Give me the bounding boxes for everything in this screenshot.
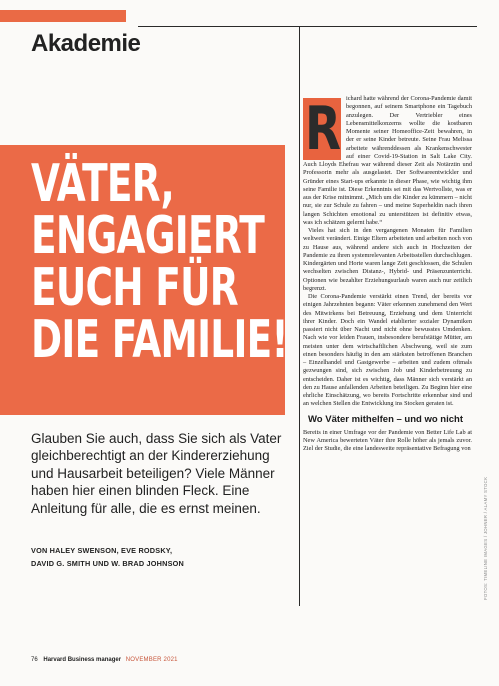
headline — [31, 154, 288, 370]
byline-line: VON HALEY SWENSON, EVE RODSKY, — [31, 546, 173, 555]
headline-line: EUCH FÜR — [31, 258, 238, 318]
subheading: Wo Väter mithelfen – und wo nicht — [308, 413, 464, 425]
header-rule — [138, 26, 477, 27]
byline — [31, 544, 293, 570]
body-paragraph: Die Corona-Pandemie verstärkt einen Trend, der bereits vor einigen Jahrzehnten begann: Väter erkennen zunehmend den Wert des Mitwirkens bei Betreuung, Erziehung und dem Unterricht ihrer Kinder. Doch ein Wandel etablierter sozialer Dynamiken passiert nicht über Nacht und nicht ohne bewusstes Umdenken. Nach wie vor leiden Frauen, insbesondere berufstätige Mütter, am meisten unter dem wirtschaftlichen Abschwung, weil sie zum einen besonders häufig in den am stärksten betroffenen Branchen – Einzelhandel und Gastgewerbe – arbeiten und zudem oftmals gezwungen sind, sich zwischen Job und Kinderbetreuung zu entscheiden. Daher ist es wichtig, dass Männer sich verstärkt an den zu Hause anfallenden Arbeiten beteiligen. Zu Beginn hier eine ehrliche Einschätzung, wo bereits Fortschritte erkennbar sind und an welchen Stellen die Entwicklung ins Stocken geraten ist. — [303, 293, 472, 408]
page-footer — [31, 657, 178, 663]
body-paragraph: ichard hatte während der Corona-Pandemie damit begonnen, auf seinem Smartphone ein Tagebuch anzulegen. Der Vertriebler eines Lebensmittelkonzerns wollte die kostbaren Momente seiner Homeoffice-Zeit bewahren, in der er seine Kinder betreute. Seine Frau Melissa arbeitete währenddessen als Krankenschwester auf einer Covid-19-Station in Salt Lake City. Auch Lloyds Ehefrau war während dieser Zeit als Notärztin und Professorin mehr als ausgelastet. Der Softwareentwickler und Gründer eines Start-ups erkannte in dieser Phase, wie wichtig ihm seine Familie ist. Diese Erkenntnis sei mit das Wertvollste, was er aus der Krise mitnimmt. „Mich um die Kinder zu kümmern – nicht nur, sie zur Schule zu fahren – und meine Superheldin nach ihren langen Schichten emotional zu unterstützen ist definitiv etwas, was ich schätzen gelernt habe.“ — [303, 95, 472, 226]
section-label: Akademie — [31, 30, 141, 57]
byline-line: DAVID G. SMITH UND W. BRAD JOHNSON — [31, 559, 185, 568]
drop-cap — [303, 94, 342, 164]
body-paragraph: Bereits in einer Umfrage vor der Pandemie von Better Life Lab at New America bewerteten Väter ihre Rolle höher als jemals zuvor. Ziel der Studie, die eine landesweite repräsentative Befragung von — [303, 428, 472, 452]
section-color-bar — [0, 10, 126, 22]
headline-line: VÄTER, — [31, 154, 175, 214]
photo-credit: FOTOS: TIMELINE IMAGES / JOHNER / ALAMY STOCK — [483, 476, 488, 600]
lede-text: Glauben Sie auch, dass Sie sich als Vater gleichberechtigt an der Kindererziehung und Hausarbeit beteiligen? Viele Männer haben hier einen blinden Fleck. Eine Anleitung für alle, die es ernst meinen. — [31, 431, 282, 516]
headline-line: ENGAGIERT — [31, 206, 265, 266]
page-number: 76 — [31, 657, 38, 663]
body-paragraph: Vieles hat sich in den vergangenen Monaten für Familien weltweit verändert. Einige Eltern arbeiteten und arbeiten noch von zu Hause aus, während andere sich auch in Hochzeiten der Pandemie zu ihren systemrelevanten Arbeitsstellen durchschlugen. Kindergärten und Horte waren lange Zeit geschlossen, die Schulen wechselten zwischen Distanz-, Hybrid- und Präsenzunterricht. Optionen wie bezahlter Erziehungsurlaub waren auch nur zeitlich begrenzt. — [303, 227, 472, 292]
body-column — [303, 95, 472, 453]
drop-cap-letter: R — [305, 94, 342, 164]
column-rule — [299, 26, 300, 606]
magazine-name: Harvard Business manager — [43, 657, 122, 663]
headline-line: DIE FAMILIE! — [31, 310, 288, 370]
issue-date: NOVEMBER 2021 — [125, 657, 178, 663]
